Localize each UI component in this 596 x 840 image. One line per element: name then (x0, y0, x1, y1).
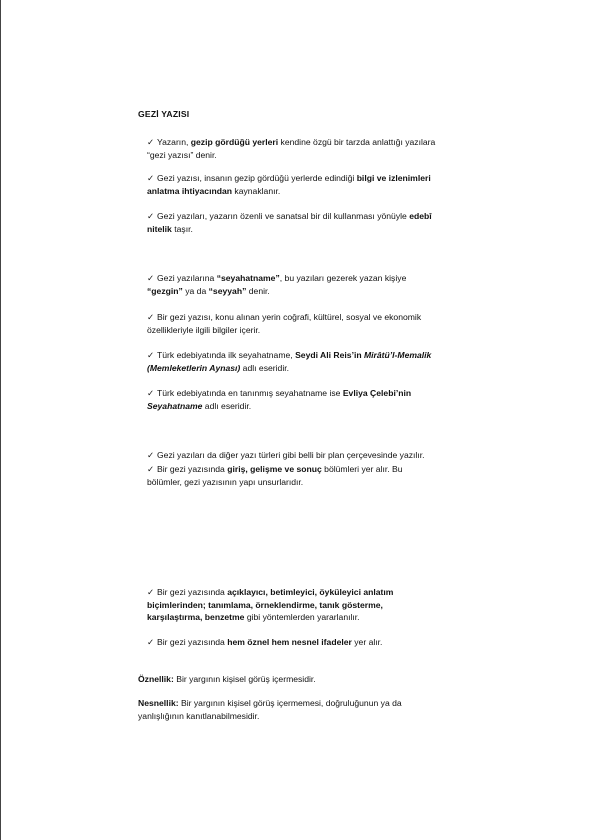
text-segment: Gezi yazılarına (157, 273, 217, 283)
text-segment: biçimlerinden; tanımlama, örneklendirme, tanık gösterme, (147, 599, 383, 610)
text-line (147, 311, 447, 324)
check-mark-icon: ✓ (147, 273, 155, 283)
text-segment: Mirâtü’l-Memalik (364, 350, 432, 360)
list-item (147, 272, 447, 297)
check-mark-icon: ✓ (147, 211, 155, 221)
list-item (147, 463, 447, 488)
text-segment: giriş, gelişme ve sonuç (227, 464, 322, 474)
text-segment: “seyahatname” (216, 273, 280, 283)
check-mark-icon: ✓ (147, 587, 155, 597)
definition-nesnellik (138, 697, 458, 722)
text-line (147, 324, 447, 337)
check-mark-icon: ✓ (147, 464, 155, 474)
list-item (147, 387, 447, 412)
text-line (147, 599, 447, 612)
text-segment: “seyyah” (208, 285, 247, 296)
text-segment: taşır. (171, 223, 193, 234)
text-segment: açıklayıcı, betimleyici, öyküleyici anlatım (227, 587, 394, 597)
text-segment: nitelik (147, 223, 172, 234)
text-segment: adlı eseridir. (202, 400, 252, 411)
check-mark-icon: ✓ (147, 137, 155, 147)
text-segment: Öznellik: (138, 674, 174, 684)
text-segment: adlı eseridir. (240, 362, 290, 373)
text-segment: bölümler, gezi yazısının yapı unsurlarıdır. (147, 476, 304, 487)
text-segment: hem öznel hem nesnel ifadeler (227, 637, 352, 647)
text-line (147, 272, 447, 285)
text-segment: anlatma ihtiyacından (147, 185, 233, 196)
text-segment: Yazarın, (157, 137, 191, 147)
check-mark-icon: ✓ (147, 388, 155, 398)
text-line (147, 463, 447, 476)
text-segment: Seyahatname (147, 400, 203, 411)
text-segment: bilgi ve izlenimleri (356, 173, 431, 183)
text-segment: kendine özgü bir tarzda anlattığı yazılara (278, 137, 436, 147)
text-segment: bölümleri yer alır. Bu (321, 464, 403, 474)
check-mark-icon: ✓ (147, 450, 155, 460)
text-segment: denir. (246, 285, 270, 296)
text-segment: gibi yöntemlerden yararlanılır. (244, 612, 360, 623)
text-line (147, 185, 447, 198)
text-line (147, 636, 447, 649)
text-segment: “gezi yazısı” denir. (147, 149, 217, 160)
text-segment: Gezi yazıları, yazarın özenli ve sanatsal bir dil kullanması yönüyle (157, 211, 410, 221)
text-segment: Türk edebiyatında en tanınmış seyahatname ise (157, 388, 343, 398)
text-line (147, 586, 447, 599)
text-segment: özellikleriyle ilgili bilgiler içerir. (147, 324, 261, 335)
text-line (147, 149, 447, 162)
document-title: GEZİ YAZISI (138, 109, 190, 119)
text-line (138, 673, 458, 686)
text-line (147, 449, 447, 462)
text-line (147, 387, 447, 400)
check-mark-icon: ✓ (147, 350, 155, 360)
text-line (147, 362, 447, 375)
text-segment: (Memleketlerin Aynası) (147, 362, 241, 373)
text-segment: edebî (409, 211, 432, 221)
list-item (147, 136, 447, 161)
text-line (147, 136, 447, 149)
text-segment: Seydi Ali Reis’in (295, 350, 364, 360)
text-segment: Bir yargının kişisel görüş içermesidir. (173, 674, 316, 684)
list-item (147, 349, 447, 374)
definition-oznellik (138, 673, 458, 686)
text-segment: Türk edebiyatında ilk seyahatname, (157, 350, 296, 360)
list-item (147, 172, 447, 197)
text-segment: “gezgin” (147, 285, 183, 296)
text-line (147, 210, 447, 223)
list-item (147, 449, 447, 462)
text-line (147, 611, 447, 624)
text-line (138, 710, 458, 723)
text-segment: yanlışlığının kanıtlanabilmesidir. (138, 710, 260, 721)
check-mark-icon: ✓ (147, 312, 155, 322)
text-line (147, 285, 447, 298)
text-segment: Bir gezi yazısında (157, 587, 228, 597)
text-segment: Nesnellik: (138, 698, 179, 708)
list-item (147, 636, 447, 649)
text-segment: Bir gezi yazısı, konu alınan yerin coğrafi, kültürel, sosyal ve ekonomik (157, 312, 422, 322)
text-line (147, 349, 447, 362)
text-segment: Bir gezi yazısında (157, 637, 228, 647)
text-segment: yer alır. (351, 637, 383, 647)
list-item (147, 311, 447, 336)
text-segment: Gezi yazıları da diğer yazı türleri gibi belli bir plan çerçevesinde yazılır. (157, 450, 425, 460)
list-item (147, 586, 447, 624)
text-segment: Gezi yazısı, insanın gezip gördüğü yerlerde edindiği (157, 173, 357, 183)
text-segment: kaynaklanır. (232, 185, 281, 196)
check-mark-icon: ✓ (147, 173, 155, 183)
text-line (147, 476, 447, 489)
text-line (138, 697, 458, 710)
text-segment: Bir yargının kişisel görüş içermemesi, doğruluğunun ya da (178, 698, 402, 708)
text-segment: karşılaştırma, benzetme (147, 612, 245, 623)
list-item (147, 210, 447, 235)
check-mark-icon: ✓ (147, 637, 155, 647)
text-line (147, 223, 447, 236)
text-segment: gezip gördüğü yerleri (190, 137, 279, 147)
text-segment: Evliya Çelebi’nin (342, 388, 412, 398)
text-segment: ya da (182, 285, 209, 296)
text-segment: , bu yazıları gezerek yazan kişiye (279, 273, 407, 283)
text-line (147, 400, 447, 413)
text-line (147, 172, 447, 185)
text-segment: Bir gezi yazısında (157, 464, 228, 474)
